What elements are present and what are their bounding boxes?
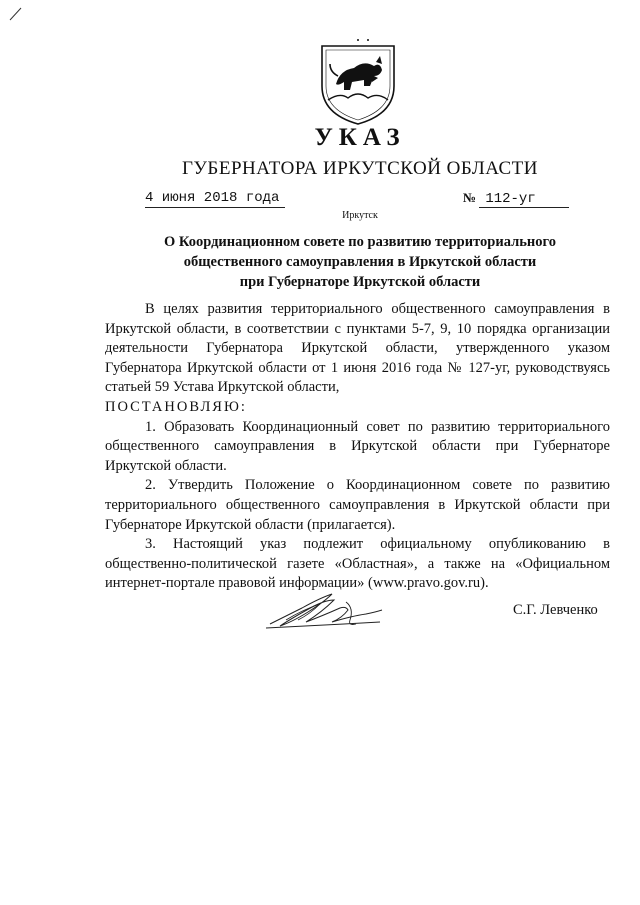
signatory-name: С.Г. Левченко bbox=[513, 602, 598, 618]
decree-body bbox=[105, 300, 610, 594]
issue-city: Иркутск bbox=[342, 210, 378, 221]
decree-word: ПОСТАНОВЛЯЮ: bbox=[105, 398, 247, 415]
irkutsk-coat-of-arms-icon bbox=[318, 36, 398, 126]
decree-number: 112-уг bbox=[479, 191, 569, 208]
item-3-paragraph: 3. Настоящий указ подлежит официальному опубликованию в общественно-политической газете «Областная», а также на «Официальном интернет-портале правовой информации» (www.pravo.gov.ru). bbox=[105, 536, 610, 592]
handwritten-signature-icon bbox=[262, 588, 387, 632]
corner-mark bbox=[8, 6, 24, 22]
decree-number-block bbox=[463, 190, 569, 208]
decree-subject bbox=[130, 232, 590, 292]
item-1-paragraph: 1. Образовать Координационный совет по развитию территориального общественного самоуправления в Иркутской области при Губернаторе Иркутской области. bbox=[105, 418, 610, 474]
document-type-title: УКАЗ bbox=[314, 124, 406, 151]
number-sign: № bbox=[463, 190, 477, 205]
subject-line-1: О Координационном совете по развитию территориального bbox=[164, 234, 556, 250]
issuer-title: ГУБЕРНАТОРА ИРКУТСКОЙ ОБЛАСТИ bbox=[182, 158, 538, 179]
preamble-paragraph: В целях развития территориального общественного самоуправления в Иркутской области, в соответствии с пунктами 5-7, 9, 10 порядка организации деятельности Губернатора Иркутской области, утвержденного указом Губернатора Иркутской области от 1 июня 2016 года № 127-уг, руководствуясь статьей 59 Устава Иркутской области, bbox=[105, 301, 610, 396]
item-2-paragraph: 2. Утвердить Положение о Координационном совете по развитию территориального общественного самоуправления в Иркутской области при Губернаторе Иркутской области (прилагается). bbox=[105, 477, 610, 533]
subject-line-2: общественного самоуправления в Иркутской области bbox=[183, 254, 537, 270]
decree-date: 4 июня 2018 года bbox=[145, 190, 285, 208]
subject-line-3: при Губернаторе Иркутской области bbox=[239, 274, 481, 290]
